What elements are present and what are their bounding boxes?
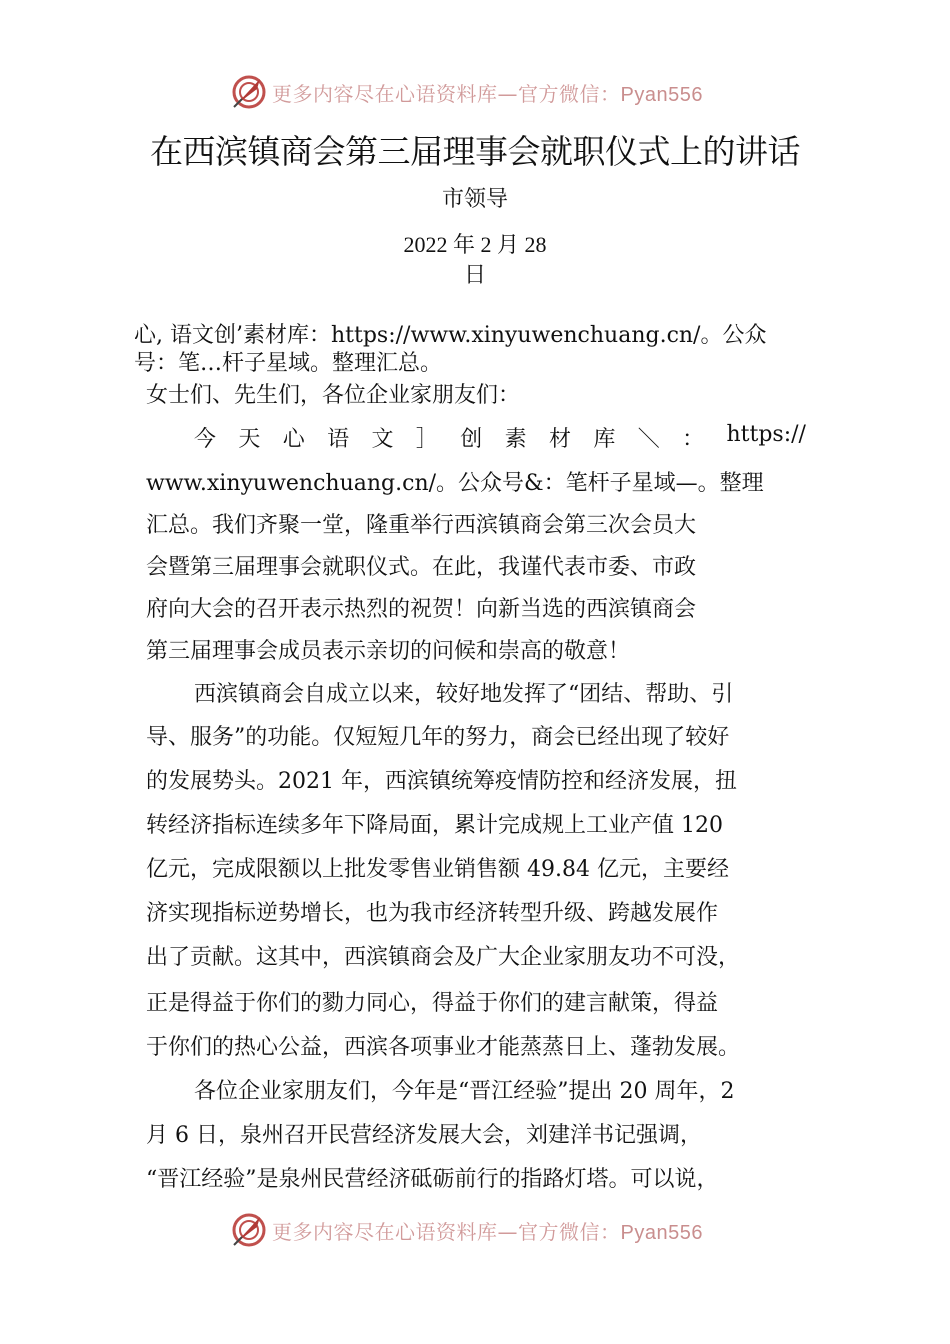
p3-line1: 各位企业家朋友们，今年是“晋江经验”提出 20 周年，2	[194, 1079, 735, 1104]
p1-char: 天	[238, 427, 261, 452]
p1-char: 材	[549, 427, 572, 452]
document-author: 市领导	[441, 187, 508, 212]
p1-line1	[194, 422, 806, 453]
p1-char: 创	[460, 427, 483, 452]
document-date-line2: 日	[463, 263, 486, 288]
wechat-id: Pyan556	[620, 1221, 703, 1244]
p2-line2: 导、服务”的功能。仅短短几年的努力，商会已经出现了较好	[146, 725, 730, 750]
p1-char: ：	[682, 427, 705, 452]
p1-line3: 汇总。我们齐聚一堂，隆重举行西滨镇商会第三次会员大	[146, 513, 697, 538]
quill-logo-icon	[230, 1211, 268, 1249]
quill-logo-icon	[230, 73, 268, 111]
p2-line1: 西滨镇商会自成立以来，较好地发挥了“团结、帮助、引	[194, 682, 734, 707]
p1-char: 文	[371, 427, 394, 452]
source-note-line2: 号：笔…杆子星域。整理汇总。	[134, 351, 443, 376]
p1-line2: www.xinyuwenchuang.cn/。公众号&：笔杆子星域—。整理	[146, 471, 764, 496]
p1-char: 语	[327, 427, 350, 452]
p1-line4: 会暨第三届理事会就职仪式。在此，我谨代表市委、市政	[146, 555, 697, 580]
document-title: 在西滨镇商会第三届理事会就职仪式上的讲话	[150, 132, 800, 171]
document-date-line1: 2022 年 2 月 28	[403, 232, 547, 257]
p2-line5: 亿元，完成限额以上批发零售业销售额 49.84 亿元，主要经	[146, 857, 729, 882]
p1-char: ＼	[637, 427, 660, 452]
p3-line2: 月 6 日，泉州召开民营经济发展大会，刘建洋书记强调，	[146, 1123, 702, 1148]
salutation: 女士们、先生们，各位企业家朋友们：	[146, 383, 521, 408]
p1-char: ］	[415, 427, 438, 452]
p2-line7: 出了贡献。这其中，西滨镇商会及广大企业家朋友功不可没，	[146, 945, 741, 970]
wechat-id: Pyan556	[620, 83, 703, 106]
source-note-line1: 心, 语文创’素材库：https://www.xinyuwenchuang.cn/。公众	[134, 323, 767, 348]
watermark-text	[272, 78, 703, 107]
p2-line4: 转经济指标连续多年下降局面，累计完成规上工业产值 120	[146, 813, 723, 838]
p3-line3: “晋江经验”是泉州民营经济砥砺前行的指路灯塔。可以说，	[146, 1167, 719, 1192]
p1-line5: 府向大会的召开表示热烈的祝贺！向新当选的西滨镇商会	[146, 597, 697, 622]
watermark-label: 更多内容尽在心语资料库—官方微信：	[272, 1219, 621, 1244]
p1-char: https://	[726, 422, 806, 447]
p1-char: 今	[194, 427, 217, 452]
p1-char: 库	[593, 427, 616, 452]
watermark-banner-top	[230, 72, 703, 112]
watermark-text	[272, 1216, 703, 1245]
p2-line8: 正是得益于你们的勠力同心，得益于你们的建言献策，得益	[146, 991, 719, 1016]
p1-char: 心	[282, 427, 305, 452]
p2-line6: 济实现指标逆势增长，也为我市经济转型升级、跨越发展作	[146, 901, 719, 926]
p2-line9: 于你们的热心公益，西滨各项事业才能蒸蒸日上、蓬勃发展。	[146, 1035, 741, 1060]
p1-char: 素	[504, 427, 527, 452]
p1-line6: 第三届理事会成员表示亲切的问候和崇高的敬意！	[146, 639, 631, 664]
p2-line3: 的发展势头。2021 年，西滨镇统筹疫情防控和经济发展，扭	[146, 769, 737, 794]
watermark-label: 更多内容尽在心语资料库—官方微信：	[272, 81, 621, 106]
watermark-banner-bottom	[230, 1210, 703, 1250]
